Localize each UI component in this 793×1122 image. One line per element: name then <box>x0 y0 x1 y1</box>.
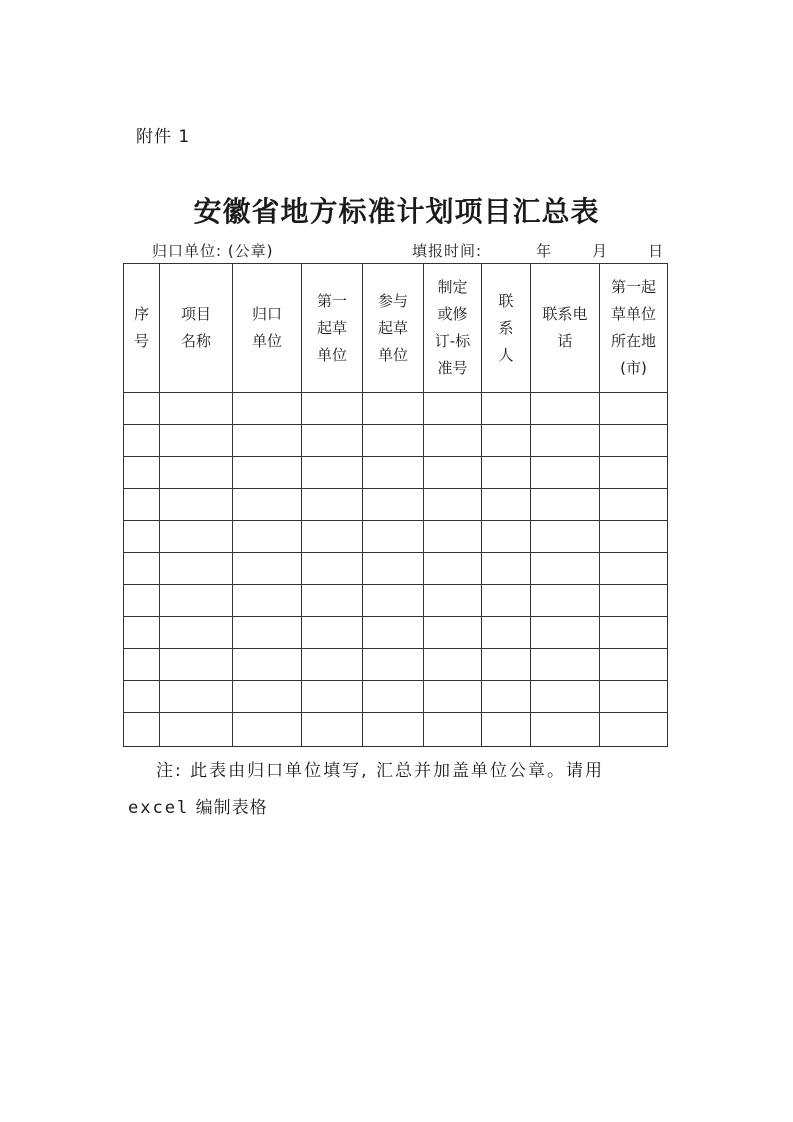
column-header <box>302 264 363 393</box>
table-cell[interactable] <box>424 617 482 649</box>
table-cell[interactable] <box>482 617 531 649</box>
table-cell[interactable] <box>600 649 668 681</box>
table-cell[interactable] <box>600 617 668 649</box>
month-label: 月 <box>592 242 609 260</box>
column-header-line: 起草 <box>316 318 347 337</box>
table-cell[interactable] <box>124 713 160 747</box>
table-cell[interactable] <box>124 457 160 489</box>
table-cell[interactable] <box>302 489 363 521</box>
column-header-line: 第一 <box>316 291 347 310</box>
table-cell[interactable] <box>124 553 160 585</box>
table-cell[interactable] <box>160 681 233 713</box>
table-cell[interactable] <box>424 681 482 713</box>
table-cell[interactable] <box>124 425 160 457</box>
table-cell[interactable] <box>160 649 233 681</box>
table-cell[interactable] <box>302 457 363 489</box>
table-cell[interactable] <box>160 393 233 425</box>
column-header-line: 项目 <box>180 305 211 323</box>
table-cell[interactable] <box>600 489 668 521</box>
table-cell[interactable] <box>363 617 424 649</box>
column-header-line: 话 <box>557 332 573 350</box>
column-header-line: 联系电 <box>542 305 588 323</box>
fill-time-label: 填报时间: <box>412 242 483 260</box>
table-cell[interactable] <box>233 681 302 713</box>
table-cell[interactable] <box>302 617 363 649</box>
column-header <box>124 264 160 393</box>
table-cell[interactable] <box>482 489 531 521</box>
table-cell[interactable] <box>363 553 424 585</box>
unit-label: 归口单位: (公章) <box>152 242 274 260</box>
table-cell[interactable] <box>600 521 668 553</box>
column-header-line: 系 <box>498 318 514 337</box>
table-cell[interactable] <box>531 521 600 553</box>
table-body <box>124 393 668 747</box>
column-header-line: 单位 <box>377 345 408 364</box>
table-cell[interactable] <box>482 457 531 489</box>
table-cell[interactable] <box>600 425 668 457</box>
table-cell[interactable] <box>531 489 600 521</box>
summary-table <box>123 263 668 747</box>
column-header <box>600 264 668 393</box>
table-cell[interactable] <box>531 457 600 489</box>
table-cell[interactable] <box>124 489 160 521</box>
table-cell[interactable] <box>233 649 302 681</box>
table-cell[interactable] <box>531 553 600 585</box>
column-header-line: 单位 <box>316 345 347 364</box>
table-cell[interactable] <box>363 425 424 457</box>
column-header-line: 制定 <box>437 278 468 296</box>
table-row <box>124 713 668 747</box>
table-cell[interactable] <box>531 649 600 681</box>
table-cell[interactable] <box>482 393 531 425</box>
column-header-line: 准号 <box>437 359 468 377</box>
column-header <box>160 264 233 393</box>
table-cell[interactable] <box>124 617 160 649</box>
table-row <box>124 393 668 425</box>
table-cell[interactable] <box>531 393 600 425</box>
table-cell[interactable] <box>160 553 233 585</box>
column-header <box>482 264 531 393</box>
table-cell[interactable] <box>600 713 668 747</box>
table-cell[interactable] <box>233 521 302 553</box>
table-cell[interactable] <box>482 521 531 553</box>
table-row <box>124 617 668 649</box>
column-header <box>233 264 302 393</box>
table-cell[interactable] <box>160 425 233 457</box>
table-header-row <box>124 264 668 393</box>
column-header-line: 或修 <box>437 305 468 323</box>
table-row <box>124 681 668 713</box>
column-header-line: 草单位 <box>610 305 656 323</box>
table-cell[interactable] <box>302 585 363 617</box>
table-cell[interactable] <box>363 393 424 425</box>
column-header-line: 订-标 <box>434 332 471 350</box>
note-line-2 <box>128 793 268 818</box>
table-cell[interactable] <box>424 393 482 425</box>
table-cell[interactable] <box>302 681 363 713</box>
column-header-line: 名称 <box>180 332 211 350</box>
table-cell[interactable] <box>600 585 668 617</box>
table-cell[interactable] <box>233 585 302 617</box>
table-cell[interactable] <box>124 521 160 553</box>
table-cell[interactable] <box>424 489 482 521</box>
column-header-line: 所在地 <box>610 332 656 350</box>
table-cell[interactable] <box>160 617 233 649</box>
table-cell[interactable] <box>363 681 424 713</box>
table-cell[interactable] <box>482 713 531 747</box>
table-cell[interactable] <box>424 649 482 681</box>
table-cell[interactable] <box>233 553 302 585</box>
table-cell[interactable] <box>482 553 531 585</box>
column-header <box>363 264 424 393</box>
column-header-line: 序 <box>133 305 149 323</box>
column-header-line: 起草 <box>377 318 408 337</box>
table-cell[interactable] <box>160 457 233 489</box>
table-cell[interactable] <box>302 649 363 681</box>
table-cell[interactable] <box>233 393 302 425</box>
table-cell[interactable] <box>531 425 600 457</box>
column-header-line: 人 <box>498 345 514 364</box>
note-suffix: 编制表格 <box>189 798 268 818</box>
table-cell[interactable] <box>600 553 668 585</box>
note-excel: excel <box>128 798 190 818</box>
table-cell[interactable] <box>363 713 424 747</box>
column-header <box>531 264 600 393</box>
table-cell[interactable] <box>424 585 482 617</box>
table-cell[interactable] <box>424 553 482 585</box>
table-cell[interactable] <box>424 713 482 747</box>
table-cell[interactable] <box>233 489 302 521</box>
table-cell[interactable] <box>302 425 363 457</box>
table-cell[interactable] <box>424 425 482 457</box>
table-cell[interactable] <box>160 521 233 553</box>
table-cell[interactable] <box>600 457 668 489</box>
table-cell[interactable] <box>424 521 482 553</box>
table-row <box>124 521 668 553</box>
column-header-line: 第一起 <box>610 278 656 296</box>
table-cell[interactable] <box>531 617 600 649</box>
day-label: 日 <box>648 242 665 260</box>
table-cell[interactable] <box>363 489 424 521</box>
table-cell[interactable] <box>124 393 160 425</box>
table-cell[interactable] <box>363 585 424 617</box>
table-cell[interactable] <box>531 713 600 747</box>
table-cell[interactable] <box>233 713 302 747</box>
table-cell[interactable] <box>124 649 160 681</box>
table-cell[interactable] <box>233 425 302 457</box>
table-cell[interactable] <box>302 521 363 553</box>
year-label: 年 <box>536 242 553 260</box>
table-cell[interactable] <box>233 617 302 649</box>
table-cell[interactable] <box>531 681 600 713</box>
table-cell[interactable] <box>600 393 668 425</box>
column-header-line: 联 <box>498 291 514 310</box>
table-cell[interactable] <box>363 521 424 553</box>
note-line-1: 注: 此表由归口单位填写, 汇总并加盖单位公章。请用 <box>156 761 604 781</box>
column-header <box>424 264 482 393</box>
column-header-line: 单位 <box>251 332 282 350</box>
table-cell[interactable] <box>302 553 363 585</box>
table-cell[interactable] <box>363 649 424 681</box>
table-row <box>124 585 668 617</box>
table-cell[interactable] <box>302 713 363 747</box>
table-cell[interactable] <box>160 585 233 617</box>
table-cell[interactable] <box>124 585 160 617</box>
table-row <box>124 425 668 457</box>
table-cell[interactable] <box>531 585 600 617</box>
column-header-line: 参与 <box>377 291 408 310</box>
column-header-line: (市) <box>620 359 647 377</box>
table-cell[interactable] <box>160 489 233 521</box>
table-row <box>124 553 668 585</box>
table-cell[interactable] <box>302 393 363 425</box>
document-title: 安徽省地方标准计划项目汇总表 <box>193 195 600 228</box>
table-cell[interactable] <box>124 681 160 713</box>
table-cell[interactable] <box>482 425 531 457</box>
table-cell[interactable] <box>160 713 233 747</box>
column-header-line: 归口 <box>251 305 282 323</box>
table-cell[interactable] <box>600 681 668 713</box>
table-cell[interactable] <box>482 649 531 681</box>
fill-time <box>412 240 664 261</box>
table-row <box>124 489 668 521</box>
table-row <box>124 457 668 489</box>
column-header-line: 号 <box>133 332 149 350</box>
attachment-label: 附件 1 <box>136 127 191 147</box>
table-cell[interactable] <box>424 457 482 489</box>
table-row <box>124 649 668 681</box>
table-cell[interactable] <box>482 585 531 617</box>
table-cell[interactable] <box>363 457 424 489</box>
table-cell[interactable] <box>233 457 302 489</box>
table-cell[interactable] <box>482 681 531 713</box>
